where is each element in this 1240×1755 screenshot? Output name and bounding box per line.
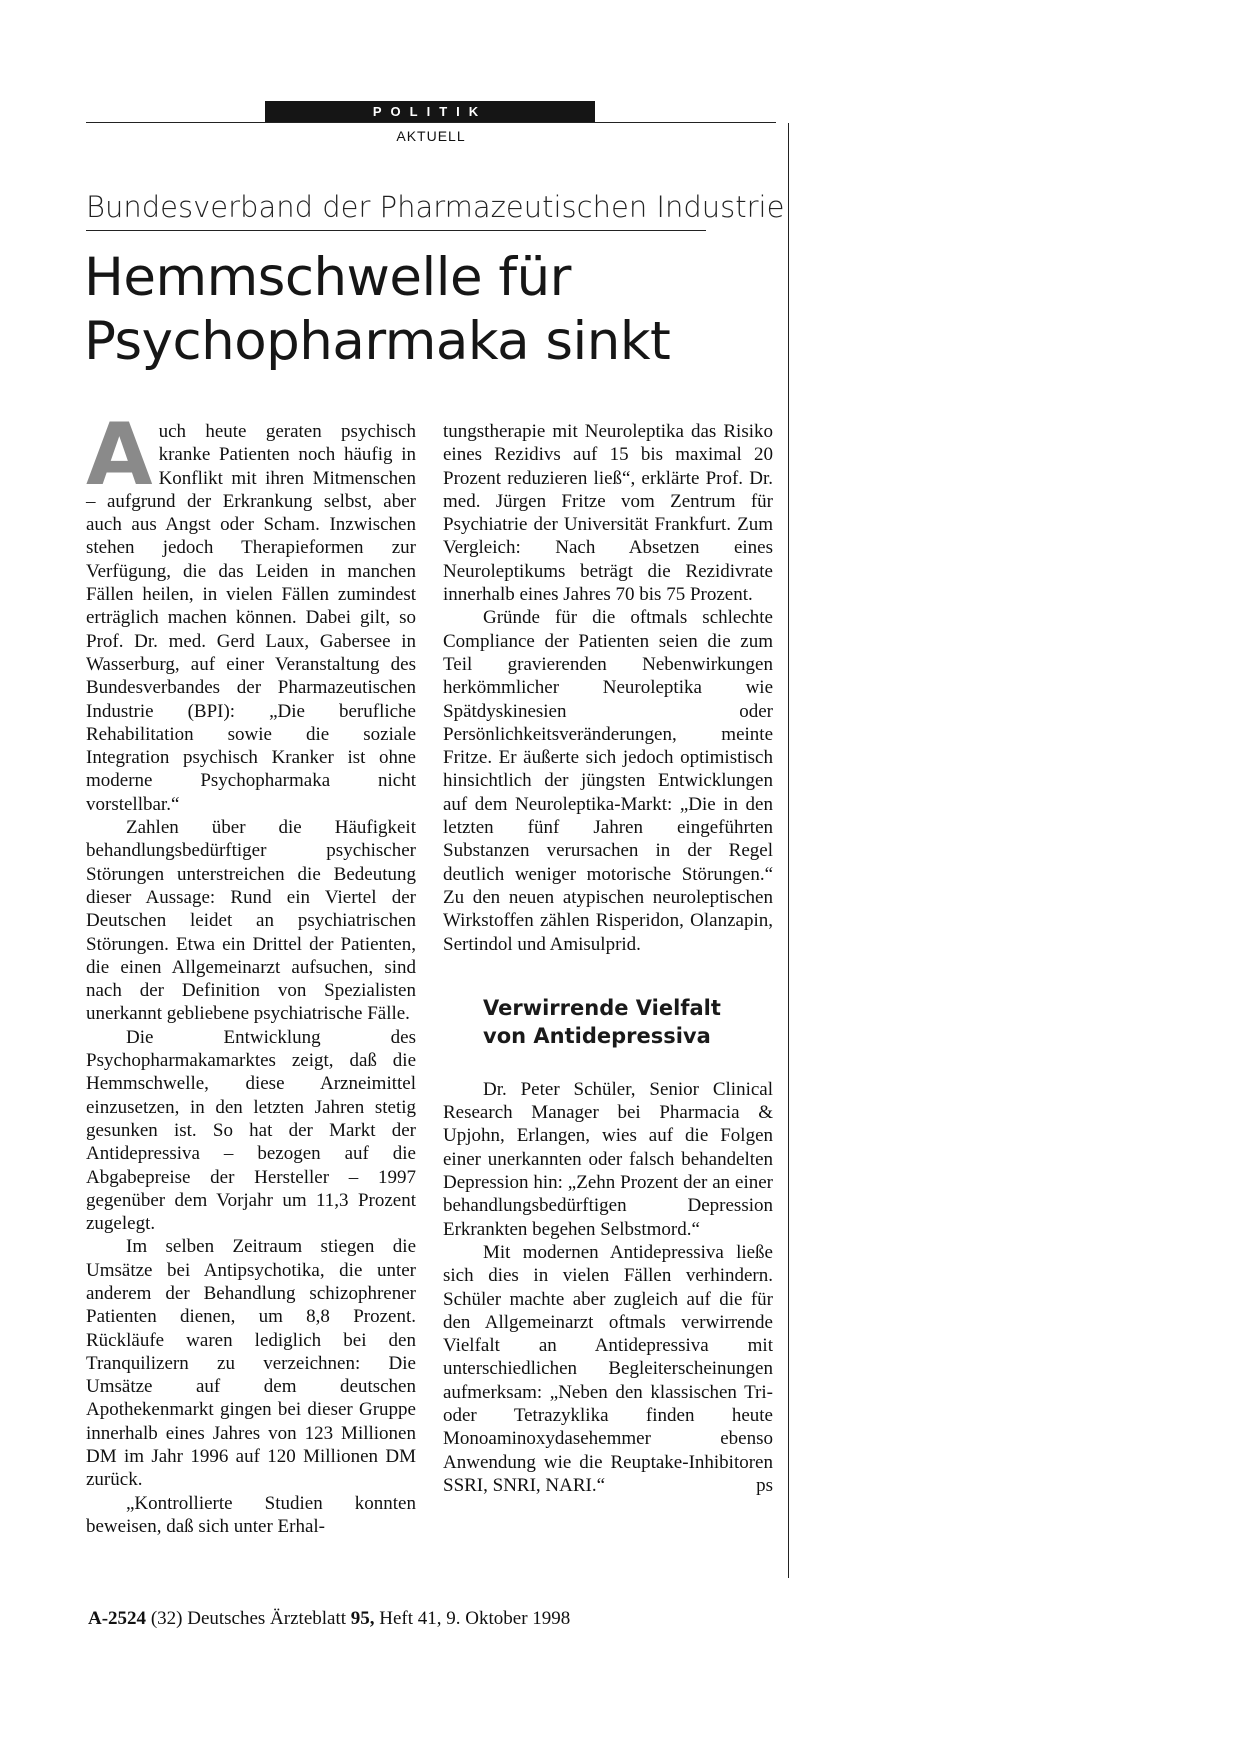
article-subheading (483, 994, 773, 1050)
page-footer (88, 1608, 570, 1630)
paragraph-1-text: uch heute geraten psychisch kranke Patienten noch häufig in Konflikt mit ihren Mitmenschen – aufgrund der Erkrankung selbst, aber auch aus Angst oder Scham. Inzwischen stehen jedoch Therapieformen zur Verfügung, die das Leiden in manchen Fällen heilen, in vielen Fällen zumindest erträglich machen können. Dabei gilt, so Prof. Dr. med. Gerd Laux, Gabersee in Wasserburg, auf einer Veranstaltung des Bundesverbandes der Pharmazeutischen Industrie (BPI): „Die berufliche Rehabilitation sowie die soziale Integration psychisch Kranker ist ohne moderne Psychopharmaka nicht vorstellbar.“ (86, 421, 416, 815)
subheading-line-1: Verwirrende Vielfalt (483, 995, 721, 1020)
section-label: POLITIK (265, 101, 595, 122)
paragraph-1 (86, 405, 416, 816)
column-divider (788, 123, 789, 1578)
paragraph-8 (443, 1241, 773, 1497)
header-rule (86, 122, 776, 123)
paragraph-5-start: „Kontrollierte Studien konnten beweisen, daß sich unter Erhal- (86, 1492, 416, 1537)
article-headline (84, 246, 774, 374)
paragraph-5-continued: tungstherapie mit Neuroleptika das Risiko eines Rezidivs auf 15 bis maximal 20 Prozent reduzieren ließ“, erklärte Prof. Dr. med. Jürgen Fritze vom Zentrum für Psychiatrie der Universität Frankfurt. Zum Vergleich: Nach Absetzen eines Neuroleptikums beträgt die Rezidivrate innerhalb eines Jahres 70 bis 75 Prozent. (443, 421, 773, 606)
journal-name: (32) Deutsches Ärzteblatt (150, 1608, 347, 1629)
paragraph-7: Dr. Peter Schüler, Senior Clinical Research Manager bei Pharmacia & Upjohn, Erlangen, wies auf die Folgen einer unerkannten oder falsch behandelten Depression hin: „Zehn Prozent der an einer behandlungsbedürftigen Depression Erkrankten begehen Selbstmord.“ (443, 1078, 773, 1240)
paragraph-8-text: Mit modernen Antidepressiva ließe sich dies in vielen Fällen verhindern. Schüler machte aber zugleich auf die für den Allgemeinarzt oftmals verwirrende Vielfalt an Antidepressiva mit unterschiedlichen Begleiterscheinungen aufmerksam: „Neben den klassischen Tri- oder Tetrazyklika finden heute Monoaminoxydasehemmer ebenso Anwendung wie die Reuptake-Inhibitoren SSRI, SNRI, NARI.“ (443, 1241, 773, 1496)
paragraph-3: Die Entwicklung des Psychopharmakamarktes zeigt, daß die Hemmschwelle, diese Arzneimittel einzusetzen, in den letzten Jahren stetig gesunken ist. So hat der Markt der Antidepressiva – bezogen auf die Abgabepreise der Hersteller – 1997 gegenüber dem Vorjahr um 11,3 Prozent zugelegt. (86, 1026, 416, 1235)
article-kicker: Bundesverband der Pharmazeutischen Industrie (86, 190, 785, 224)
journal-issue: Heft 41, 9. Oktober 1998 (379, 1608, 571, 1629)
subsection-label: AKTUELL (396, 128, 466, 144)
article-column-right (443, 420, 773, 1497)
paragraph-6: Gründe für die oftmals schlechte Compliance der Patienten seien die zum Teil gravierenden Nebenwirkungen herkömmlicher Neuroleptika wie Spätdyskinesien oder Persönlichkeitsveränderungen, meinte Fritze. Er äußerte sich jedoch optimistisch hinsichtlich der jüngsten Entwicklungen auf dem Neuroleptika-Markt: „Die in den letzten fünf Jahren eingeführten Substanzen verursachen in der Regel deutlich weniger motorische Störungen.“ Zu den neuen atypischen neuroleptischen Wirkstoffen zählen Risperidon, Olanzapin, Sertindol und Amisulprid. (443, 607, 773, 955)
headline-line-2: Psychopharmaka sinkt (84, 311, 671, 372)
author-signature: ps (756, 1474, 773, 1496)
dropcap: A (86, 405, 153, 505)
headline-line-1: Hemmschwelle für (84, 247, 571, 308)
journal-volume: 95, (350, 1608, 375, 1629)
paragraph-4: Im selben Zeitraum stiegen die Umsätze bei Antipsychotika, die unter anderem der Behandlung schizophrener Patienten dienen, um 8,8 Prozent. Rückläufe waren lediglich bei den Tranquilizern zu verzeichnen: Die Umsätze auf dem deutschen Apothekenmarkt gingen bei dieser Gruppe innerhalb eines Jahres von 123 Millionen DM im Jahr 1996 auf 120 Millionen DM zurück. (86, 1236, 416, 1491)
subheading-line-2: von Antidepressiva (483, 1023, 711, 1048)
page-number: A-2524 (88, 1608, 147, 1629)
paragraph-2: Zahlen über die Häufigkeit behandlungsbedürftiger psychischer Störungen unterstreichen die Bedeutung dieser Aussage: Rund ein Viertel der Deutschen leidet an psychiatrischen Störungen. Etwa ein Drittel der Patienten, die einen Allgemeinarzt aufsuchen, sind nach der Definition von Spezialisten unerkannt gebliebene psychiatrische Fälle. (86, 817, 416, 1025)
article-column-left (86, 405, 416, 1538)
kicker-rule (86, 230, 706, 231)
